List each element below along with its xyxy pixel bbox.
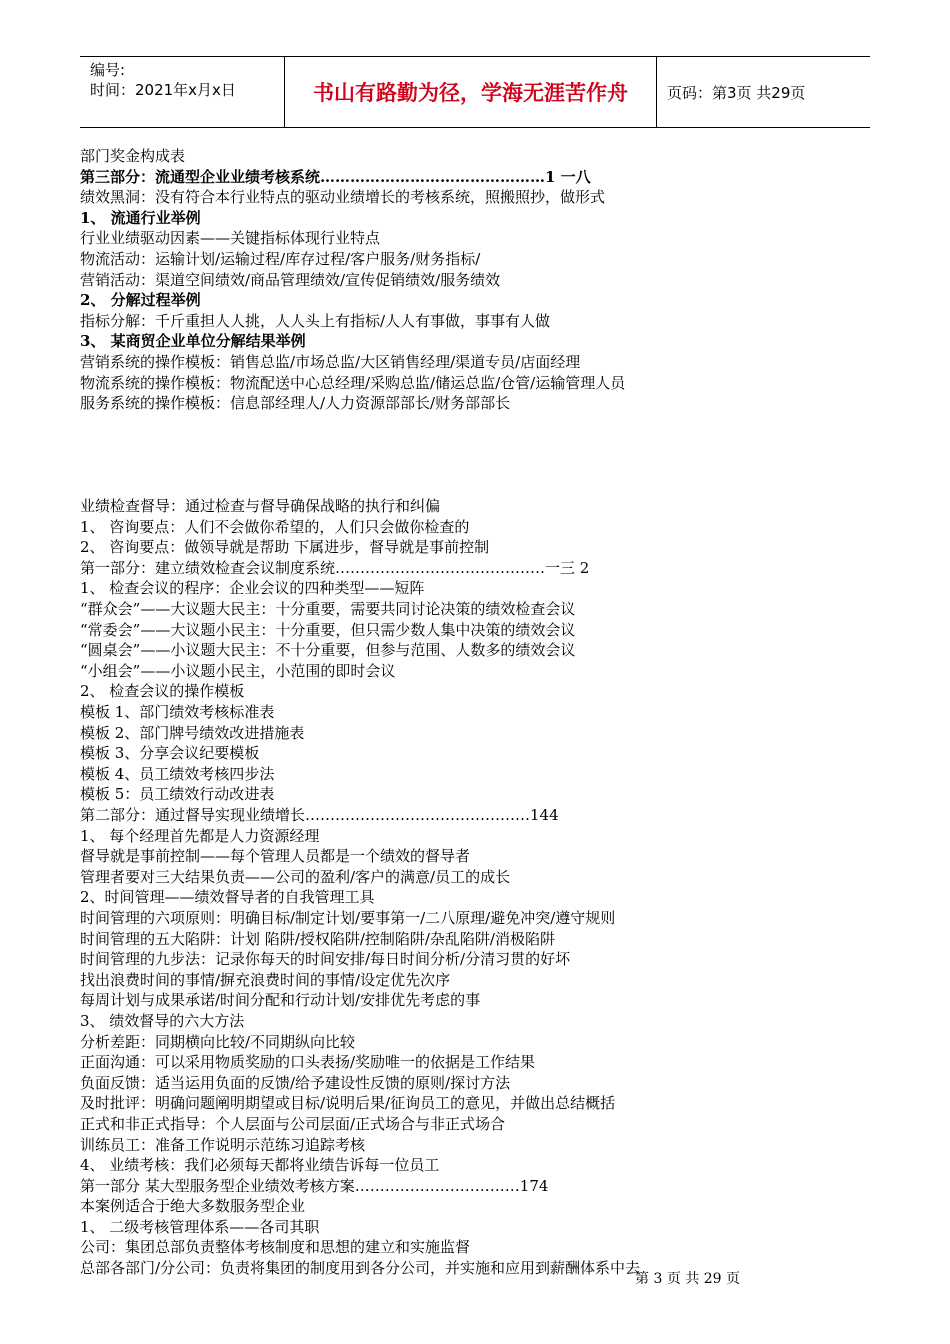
text-line: 业绩检查督导：通过检查与督导确保战略的执行和纠偏 bbox=[80, 497, 441, 516]
text-line bbox=[80, 455, 870, 476]
text-line: 2、 咨询要点：做领导就是帮助 下属进步，督导就是事前控制 bbox=[80, 538, 490, 557]
text-line: 营销系统的操作模板：销售总监/市场总监/大区销售经理/渠道专员/店面经理 bbox=[80, 352, 581, 371]
text-line: 2、 检查会议的操作模板 bbox=[80, 682, 245, 701]
text-line: 1、 咨询要点：人们不会做你希望的，人们只会做你检查的 bbox=[80, 517, 470, 536]
text-line: 1、 二级考核管理体系——各司其职 bbox=[80, 1217, 320, 1236]
section-heading: 1、 流通行业举例 bbox=[80, 208, 201, 227]
text-line: “常委会”——大议题小民主：十分重要，但只需少数人集中决策的绩效会议 bbox=[80, 620, 576, 639]
text-line: 找出浪费时间的事情/摒充浪费时间的事情/设定优先次序 bbox=[80, 970, 451, 989]
text-line: 2、时间管理——绩效督导者的自我管理工具 bbox=[80, 888, 375, 907]
text-line: 行业业绩驱动因素——关键指标体现行业特点 bbox=[80, 229, 381, 248]
text-line: 模板 3、分享会议纪要模板 bbox=[80, 744, 260, 763]
text-line: 1、 检查会议的程序：企业会议的四种类型——短阵 bbox=[80, 579, 425, 598]
text-line: 部门奖金构成表 bbox=[80, 147, 186, 165]
header-motto: 书山有路勤为径，学海无涯苦作舟 bbox=[285, 57, 657, 127]
text-line: 时间管理的九步法：记录你每天的时间安排/每日时间分析/分清习贯的好坏 bbox=[80, 950, 571, 969]
text-line: 模板 1、部门绩效考核标准表 bbox=[80, 703, 275, 722]
text-line: 模板 4、员工绩效考核四步法 bbox=[80, 764, 275, 783]
text-line: 模板 5：员工绩效行动改进表 bbox=[80, 785, 275, 804]
text-line: 及时批评：明确问题阐明期望或目标/说明后果/征询员工的意见，并做出总结概括 bbox=[80, 1094, 616, 1113]
text-line: 总部各部门/分公司：负责将集团的制度用到各分公司，并实施和应用到薪酬体系中去 bbox=[80, 1259, 641, 1278]
text-line: 物流系统的操作模板：物流配送中心总经理/采购总监/储运总监/仓管/运输管理人员 bbox=[80, 373, 626, 392]
text-line: 4、 业绩考核：我们必须每天都将业绩告诉每一位员工 bbox=[80, 1156, 440, 1175]
text-line: 公司：集团总部负责整体考核制度和思想的建立和实施监督 bbox=[80, 1238, 471, 1257]
text-line bbox=[80, 434, 870, 455]
header-page-info: 页码：第3页 共29页 bbox=[667, 83, 806, 102]
text-line: 分析差距：同期横向比较/不同期纵向比较 bbox=[80, 1032, 356, 1051]
text-line: “群众会”——大议题大民主：十分重要，需要共同讨论决策的绩效检查会议 bbox=[80, 600, 576, 619]
text-line: 物流活动：运输计划/运输过程/库存过程/客户服务/财务指标/ bbox=[80, 249, 481, 268]
text-line: 管理者要对三大结果负责——公司的盈利/客户的满意/员工的成长 bbox=[80, 867, 511, 886]
text-line: 时间管理的五大陷阱：计划 陷阱/授权陷阱/控制陷阱/杂乱陷阱/消极陷阱 bbox=[80, 929, 555, 948]
text-line: 督导就是事前控制——每个管理人员都是一个绩效的督导者 bbox=[80, 847, 471, 866]
document-body bbox=[80, 146, 870, 1279]
text-line: 负面反馈：适当运用负面的反馈/给予建设性反馈的原则/探讨方法 bbox=[80, 1073, 511, 1092]
text-line: 第一部分 某大型服务型企业绩效考核方案……………………………174 bbox=[80, 1176, 549, 1195]
number-label: 编号: bbox=[90, 61, 126, 79]
text-line: 指标分解：千斤重担人人挑，人人头上有指标/人人有事做，事事有人做 bbox=[80, 311, 551, 330]
text-line: 时间管理的六项原则：明确目标/制定计划/要事第一/二八原理/避免冲突/遵守规则 bbox=[80, 908, 616, 927]
text-line bbox=[80, 414, 870, 435]
text-line: 正式和非正式指导：个人层面与公司层面/正式场合与非正式场合 bbox=[80, 1114, 506, 1133]
text-line: 训练员工：准备工作说明示范练习追踪考核 bbox=[80, 1135, 366, 1154]
section-heading: 2、 分解过程举例 bbox=[80, 291, 201, 310]
text-line: 第一部分：建立绩效检查会议制度系统……………………………………一三 2 bbox=[80, 558, 590, 577]
time-label: 时间：2021年x月x日 bbox=[90, 81, 236, 99]
text-line: “小组会”——小议题小民主，小范围的即时会议 bbox=[80, 661, 396, 680]
text-line: 营销活动：渠道空间绩效/商品管理绩效/宣传促销绩效/服务绩效 bbox=[80, 270, 501, 289]
section-heading: 3、 某商贸企业单位分解结果举例 bbox=[80, 332, 306, 351]
text-line: 正面沟通：可以采用物质奖励的口头表扬/奖励唯一的依据是工作结果 bbox=[80, 1053, 536, 1072]
section-heading: 第三部分：流通型企业业绩考核系统………………………………………1 一八 bbox=[80, 167, 591, 186]
text-line: 1、 每个经理首先都是人力资源经理 bbox=[80, 826, 320, 845]
text-line: 第二部分：通过督导实现业绩增长………………………………………144 bbox=[80, 806, 559, 824]
page-footer: 第 3 页 共 29 页 bbox=[635, 1271, 740, 1287]
page-header bbox=[80, 56, 870, 128]
text-line: 模板 2、部门牌号绩效改进措施表 bbox=[80, 723, 305, 742]
text-line: 服务系统的操作模板：信息部经理人/人力资源部部长/财务部部长 bbox=[80, 394, 511, 413]
text-line: 绩效黑洞：没有符合本行业特点的驱动业绩增长的考核系统，照搬照抄，做形式 bbox=[80, 188, 606, 207]
text-line: “圆桌会”——小议题大民主：不十分重要，但参与范围、人数多的绩效会议 bbox=[80, 641, 576, 660]
text-line: 本案例适合于绝大多数服务型企业 bbox=[80, 1197, 306, 1216]
header-meta bbox=[80, 57, 285, 127]
text-line: 3、 绩效督导的六大方法 bbox=[80, 1011, 245, 1030]
text-line: 每周计划与成果承诺/时间分配和行动计划/安排优先考虑的事 bbox=[80, 991, 481, 1010]
text-line bbox=[80, 476, 870, 497]
